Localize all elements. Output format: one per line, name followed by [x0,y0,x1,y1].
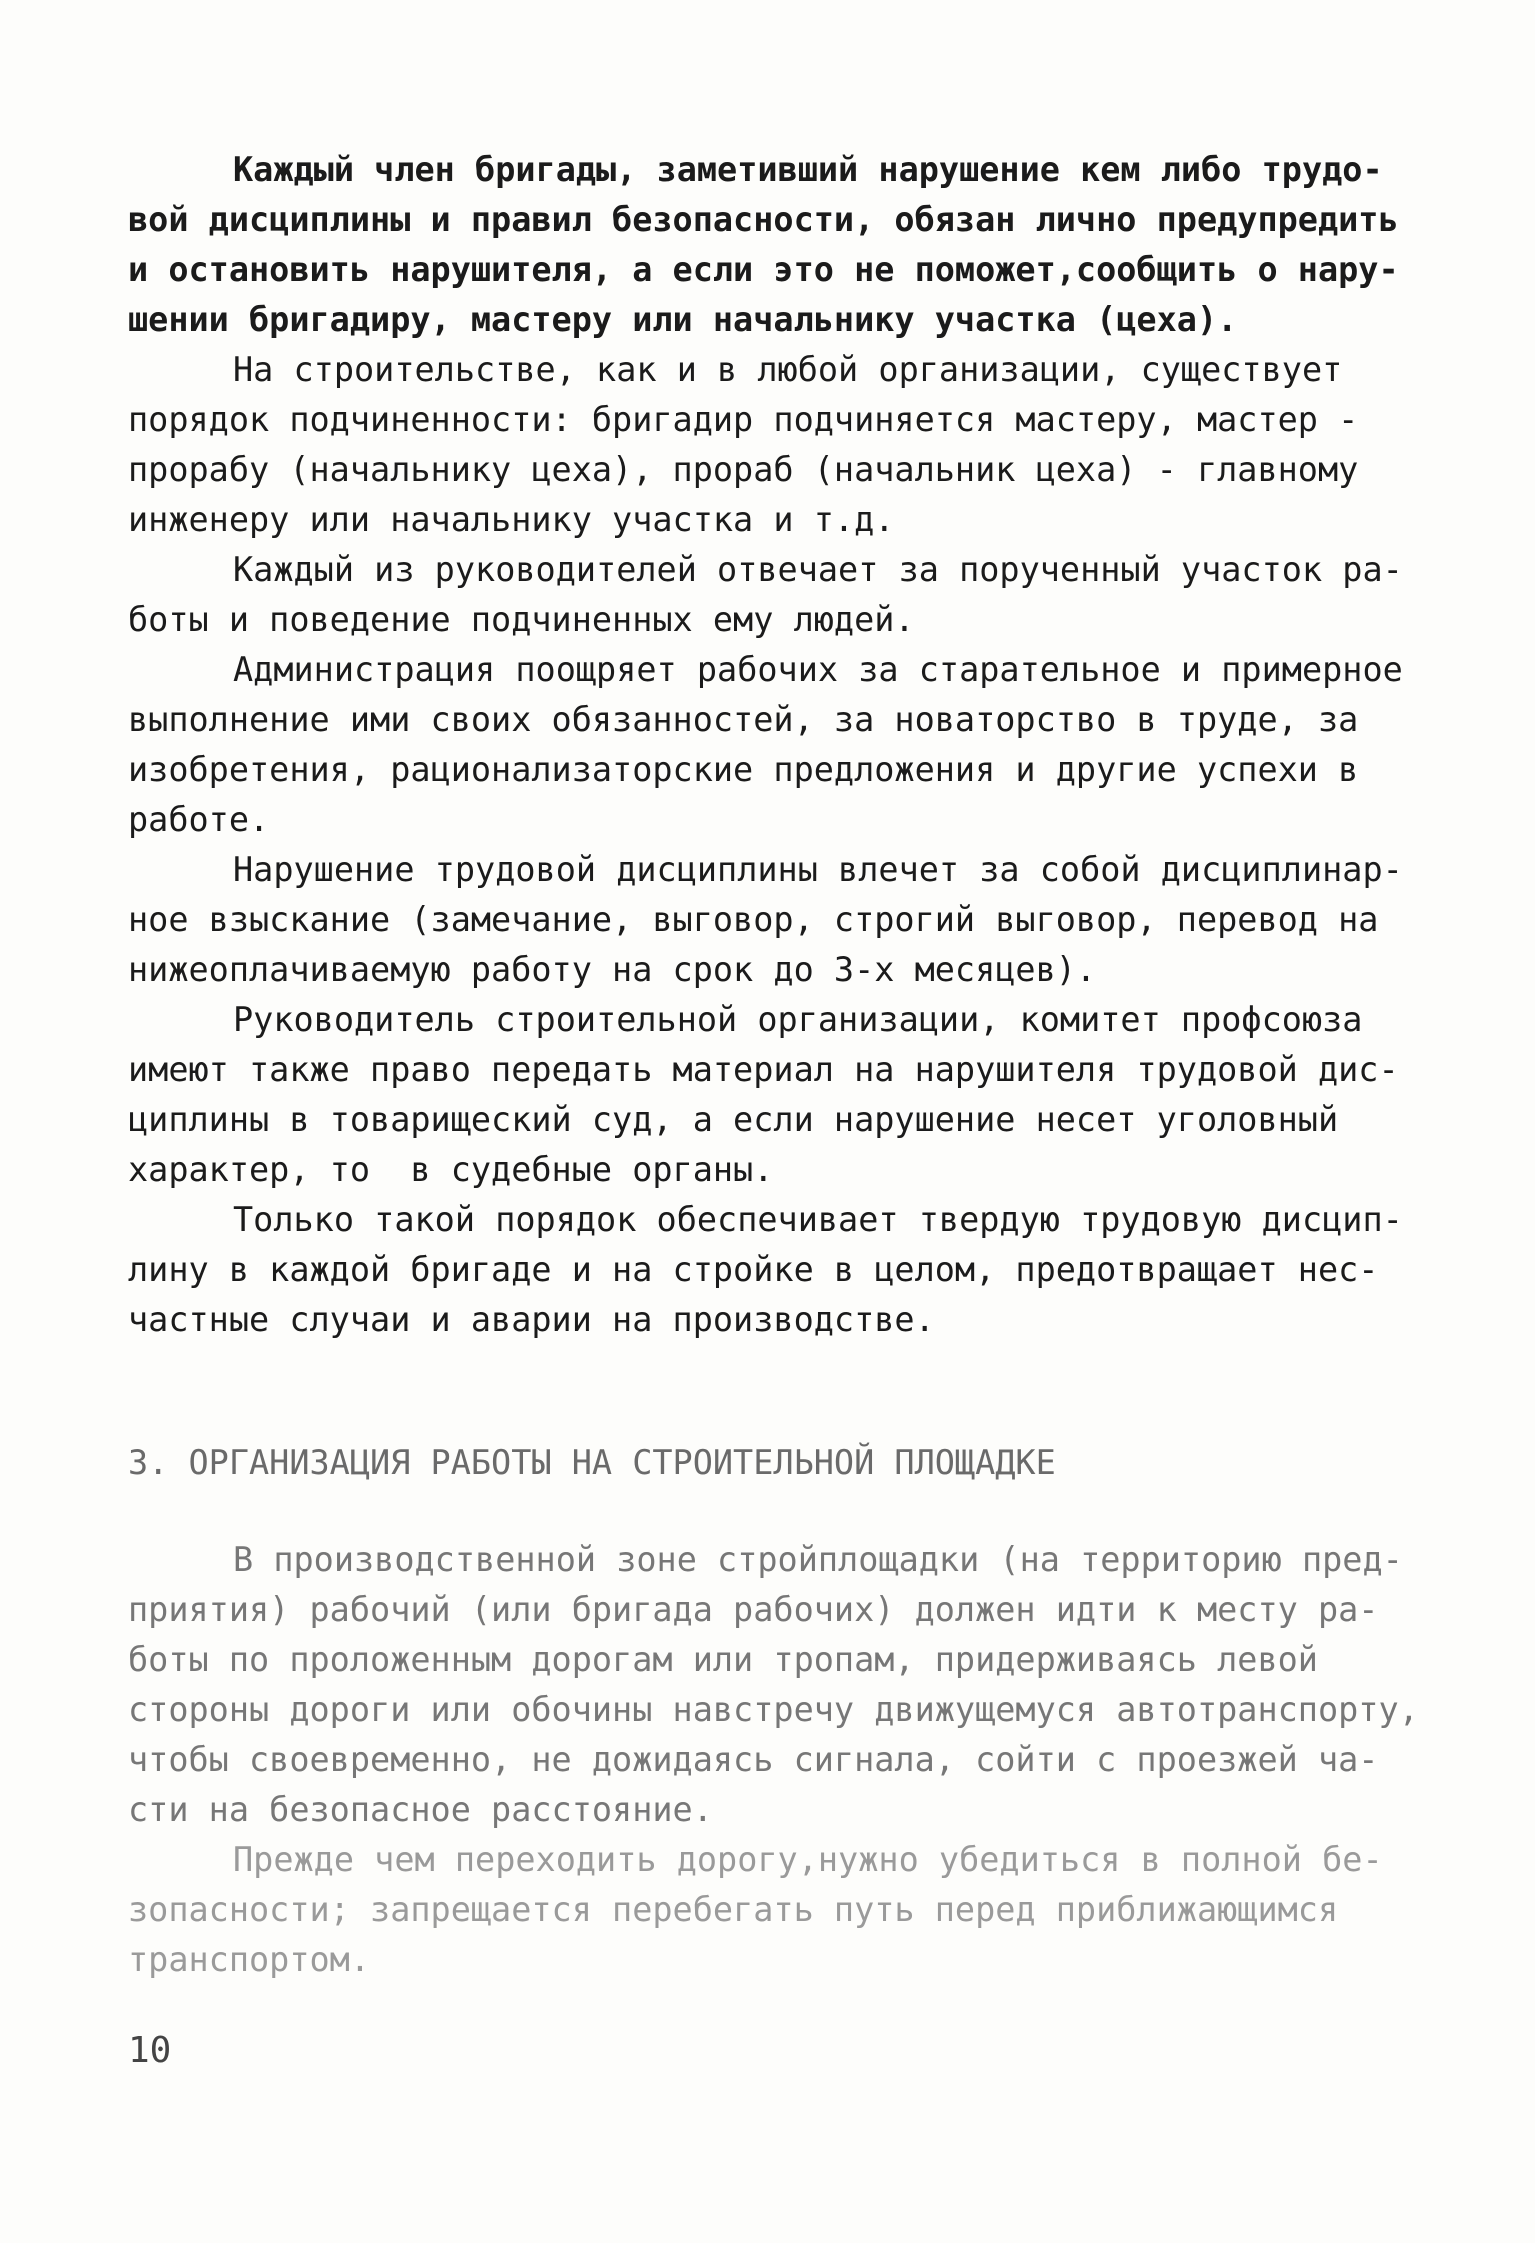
section-discipline [128,145,1428,1345]
text-line: Руководитель строительной организации, комитет профсоюза [233,1000,1363,1039]
text-line: Каждый член бригады, заметивший нарушение кем либо трудо- [233,150,1383,189]
paragraph-4 [128,645,1428,845]
text-line: вой дисциплины и правил безопасности, обязан лично предупредить [128,200,1399,239]
text-line: зопасности; запрещается перебегать путь перед приближающимся [128,1890,1339,1929]
text-line: циплины в товарищеский суд, а если нарушение несет уголовный [128,1100,1339,1139]
text-line: Администрация поощряет рабочих за старательное и примерное [233,650,1403,689]
paragraph-7 [128,1195,1428,1345]
paragraph-2 [128,345,1428,545]
text-line: На строительстве, как и в любой организации, существует [233,350,1343,389]
text-line: стороны дороги или обочины навстречу движущемуся автотранспорту, [128,1690,1419,1729]
paragraph-3 [128,545,1428,645]
section-heading: 3. ОРГАНИЗАЦИЯ РАБОТЫ НА СТРОИТЕЛЬНОЙ ПЛОЩАДКЕ [128,1443,1056,1482]
text-line: инженеру или начальнику участка и т.д. [128,500,895,539]
paragraph-9 [128,1835,1428,1985]
text-line: частные случаи и аварии на производстве. [128,1300,935,1339]
text-line: выполнение ими своих обязанностей, за новаторство в труде, за [128,700,1359,739]
text-line: имеют также право передать материал на нарушителя трудовой дис- [128,1050,1399,1089]
text-line: характер, то в судебные органы. [128,1150,774,1189]
text-line: транспортом. [128,1940,371,1979]
text-line: прорабу (начальнику цеха), прораб (начальник цеха) - главному [128,450,1359,489]
page-number: 10 [128,2030,172,2071]
text-line: Только такой порядок обеспечивает твердую трудовую дисцип- [233,1200,1403,1239]
text-line: работе. [128,800,270,839]
text-line: лину в каждой бригаде и на стройке в целом, предотвращает нес- [128,1250,1379,1289]
paragraph-5 [128,845,1428,995]
text-line: боты по проложенным дорогам или тропам, придерживаясь левой [128,1640,1318,1679]
text-line: Нарушение трудовой дисциплины влечет за собой дисциплинар- [233,850,1403,889]
text-line: В производственной зоне стройплощадки (на территорию пред- [233,1540,1403,1579]
text-line: нижеоплачиваемую работу на срок до 3-х месяцев). [128,950,1097,989]
text-line: боты и поведение подчиненных ему людей. [128,600,915,639]
text-line: приятия) рабочий (или бригада рабочих) должен идти к месту ра- [128,1590,1379,1629]
text-line: изобретения, рационализаторские предложения и другие успехи в [128,750,1359,789]
text-line: и остановить нарушителя, а если это не поможет,сообщить о нару- [128,250,1399,289]
text-line: Прежде чем переходить дорогу,нужно убедиться в полной бе- [233,1840,1383,1879]
text-line: ное взыскание (замечание, выговор, строгий выговор, перевод на [128,900,1379,939]
paragraph-6 [128,995,1428,1195]
paragraph-8 [128,1535,1428,1835]
text-line: шении бригадиру, мастеру или начальнику участка (цеха). [128,300,1238,339]
text-line: Каждый из руководителей отвечает за порученный участок ра- [233,550,1403,589]
text-line: сти на безопасное расстояние. [128,1790,713,1829]
text-line: порядок подчиненности: бригадир подчиняется мастеру, мастер - [128,400,1359,439]
text-line: чтобы своевременно, не дожидаясь сигнала, сойти с проезжей ча- [128,1740,1379,1779]
section-site-organization [128,1535,1428,1985]
paragraph-1 [128,145,1428,345]
